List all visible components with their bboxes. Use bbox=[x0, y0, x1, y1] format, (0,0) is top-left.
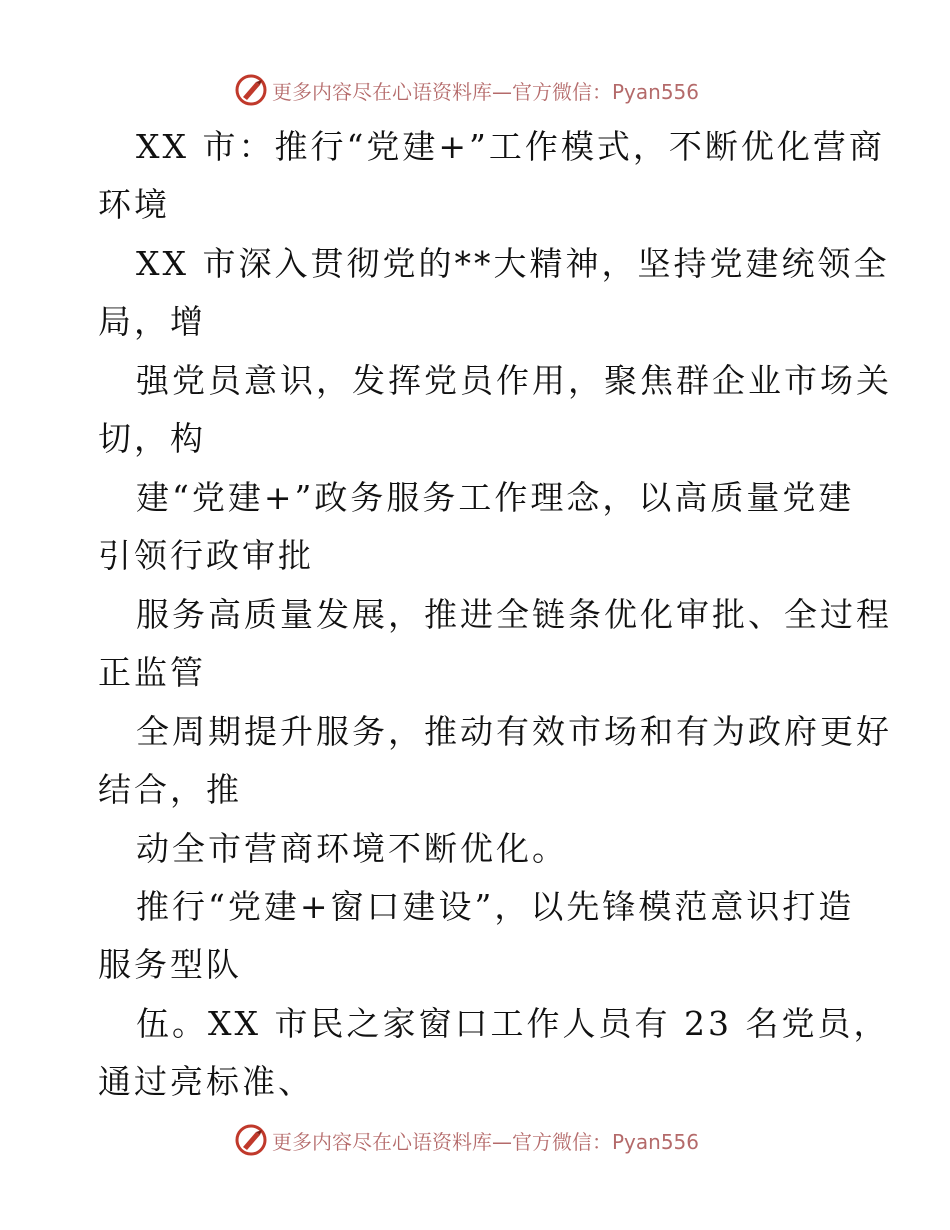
text-line: XX 市深入贯彻党的**大精神，坚持党建统领全 bbox=[136, 244, 890, 283]
text-line: 服务高质量发展，推进全链条优化审批、全过程 bbox=[136, 595, 892, 634]
watermark-text: 更多内容尽在心语资料库—官方微信：Pyan556 bbox=[272, 1129, 700, 1154]
text-line: 局，增 bbox=[98, 302, 206, 341]
text-line: 结合，推 bbox=[98, 770, 242, 809]
text-line: 引领行政审批 bbox=[98, 536, 314, 575]
pen-logo-icon bbox=[234, 73, 268, 107]
text-line: 推行“党建+窗口建设”，以先锋模范意识打造 bbox=[136, 887, 855, 926]
text-line: 动全市营商环境不断优化。 bbox=[136, 829, 568, 868]
footer-watermark bbox=[234, 1122, 699, 1158]
text-line: 强党员意识，发挥党员作用，聚焦群企业市场关 bbox=[136, 361, 892, 400]
text-line: 服务型队 bbox=[98, 945, 242, 984]
text-line: 正监管 bbox=[98, 653, 206, 692]
watermark-text: 更多内容尽在心语资料库—官方微信：Pyan556 bbox=[272, 79, 700, 104]
text-line: 通过亮标准、 bbox=[98, 1062, 314, 1101]
text-line: 建“党建+”政务服务工作理念，以高质量党建 bbox=[136, 478, 855, 517]
pen-logo-icon bbox=[234, 1123, 268, 1157]
text-line: 全周期提升服务，推动有效市场和有为政府更好 bbox=[136, 712, 892, 751]
header-watermark bbox=[234, 72, 699, 108]
text-line: 环境 bbox=[98, 185, 170, 224]
text-line: 伍。XX 市民之家窗口工作人员有 23 名党员， bbox=[136, 1004, 890, 1043]
text-line: 切，构 bbox=[98, 419, 206, 458]
text-line: XX 市：推行“党建+”工作模式，不断优化营商 bbox=[136, 127, 885, 166]
